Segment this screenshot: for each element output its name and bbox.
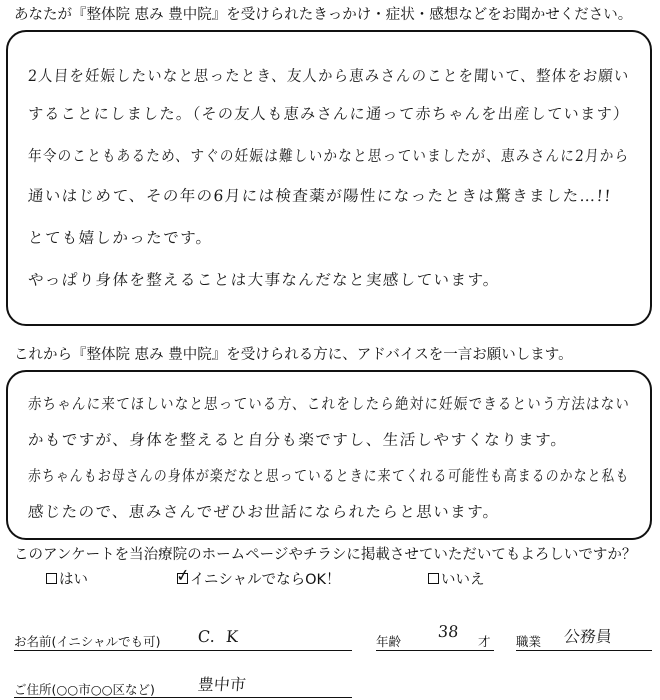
name-label: お名前(イニシャルでも可) [14,634,161,649]
consent-question: このアンケートを当治療院のホームページやチラシに掲載させていただいてもよろしいですか？ [14,547,637,563]
answer-1-line-5: とても嬉しかったです。 [27,229,214,247]
answer-1-line-4: 通いはじめて、その年の6月には検査薬が陽性になったときは驚きました…!! [27,187,613,205]
name-value: C．K [197,627,239,646]
answer-box-1 [6,30,652,326]
option-no[interactable] [428,568,485,589]
answer-2-line-1: 赤ちゃんに来てほしいなと思っている方、これをしたら絶対に妊娠できるという方法はない [27,395,631,413]
answer-2-line-2: かもですが、身体を整えると自分も楽ですし、生活しやすくなります。 [27,431,569,449]
option-yes[interactable] [46,568,88,589]
answer-1-line-1: 2人目を妊娠したいなと思ったとき、友人から恵みさんのことを聞いて、整体をお願い [27,67,631,85]
job-value: 公務員 [563,627,613,646]
answer-1-line-2: することにしました。（その友人も恵みさんに通って赤ちゃんを出産しています） [27,105,631,123]
answer-1-line-6: やっぱり身体を整えることは大事なんだなと実感しています。 [27,271,501,289]
address-label: ご住所(○○市○○区など) [14,682,155,697]
answer-1-line-3: 年令のこともあるため、すぐの妊娠は難しいかなと思っていましたが、恵みさんに2月から [27,147,631,165]
option-yes-label: はい [59,572,88,588]
option-no-label: いいえ [441,572,485,588]
age-label: 年齢 [376,634,402,649]
age-value: 38 [437,622,460,641]
question-2: これから『整体院 恵み 豊中院』を受けられる方に、アドバイスを一言お願いします。 [14,347,573,363]
address-underline [14,697,352,698]
option-initials[interactable] [174,565,341,589]
question-1: あなたが『整体院 恵み 豊中院』を受けられたきっかけ・症状・感想などをお聞かせください。 [14,7,633,23]
name-underline [14,650,352,651]
check-mark-icon: ✓ [174,565,192,587]
age-unit: 才 [478,634,491,649]
checkbox-initials[interactable] [174,565,192,587]
answer-box-2 [6,370,652,540]
age-underline [376,650,494,651]
address-value: 豊中市 [197,675,247,694]
answer-2-line-4: 感じたので、恵みさんでぜひお世話になられたらと思います。 [27,503,501,521]
job-underline [516,650,652,651]
answer-2-line-3: 赤ちゃんもお母さんの身体が楽だなと思っているときに来てくれる可能性も高まるのかなと私も [27,467,631,485]
checkbox-no[interactable] [428,573,439,584]
job-label: 職業 [516,634,542,649]
checkbox-yes[interactable] [46,573,57,584]
option-initials-label: イニシャルでならOK！ [190,572,341,588]
